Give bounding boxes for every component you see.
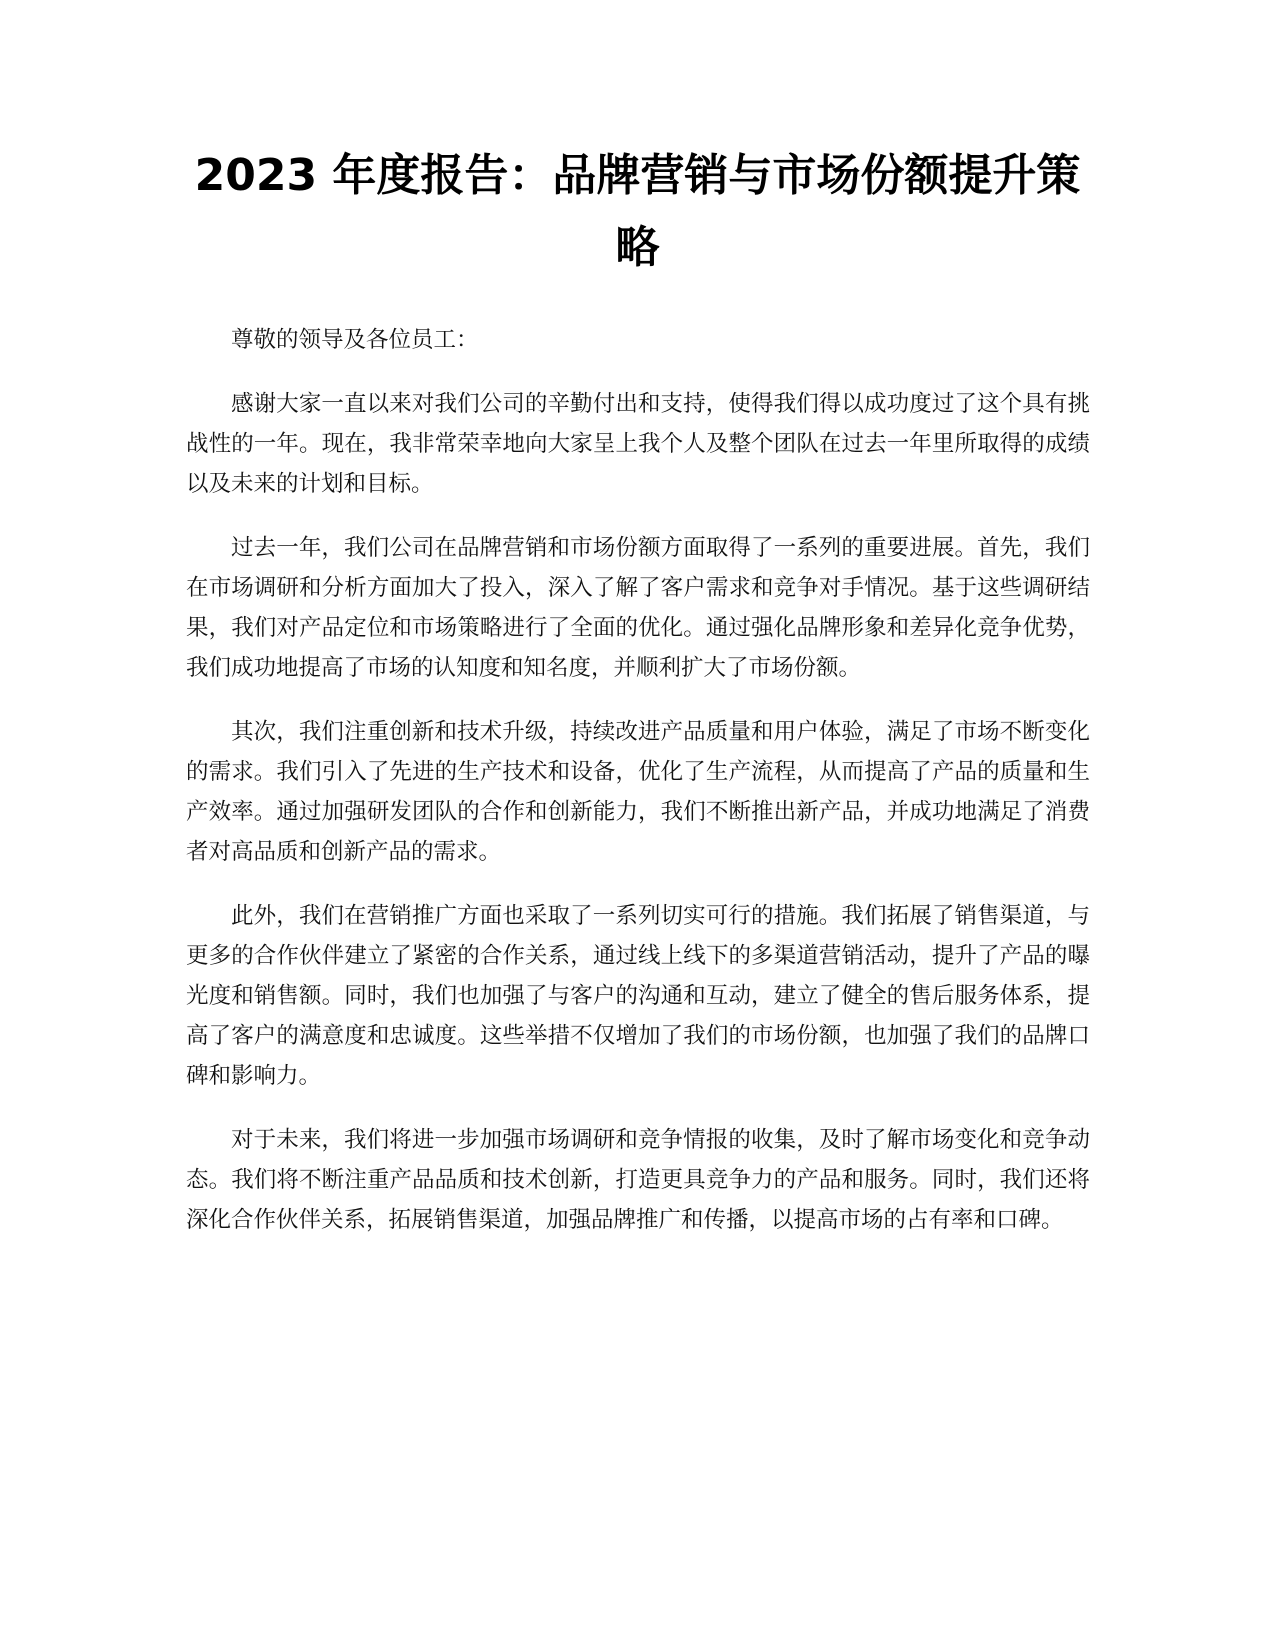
body-paragraph: 对于未来，我们将进一步加强市场调研和竞争情报的收集，及时了解市场变化和竞争动态。我们将不断注重产品品质和技术创新，打造更具竞争力的产品和服务。同时，我们还将深化合作伙伴关系，拓展销售渠道，加强品牌推广和传播，以提高市场的占有率和口碑。 (186, 1127, 1090, 1233)
body-paragraph: 其次，我们注重创新和技术升级，持续改进产品质量和用户体验，满足了市场不断变化的需求。我们引入了先进的生产技术和设备，优化了生产流程，从而提高了产品的质量和生产效率。通过加强研发团队的合作和创新能力，我们不断推出新产品，并成功地满足了消费者对高品质和创新产品的需求。 (186, 719, 1090, 865)
salutation-paragraph: 尊敬的领导及各位员工： (231, 327, 479, 353)
document-title: 2023 年度报告：品牌营销与市场份额提升策略 (194, 150, 1081, 273)
body-paragraph: 感谢大家一直以来对我们公司的辛勤付出和支持，使得我们得以成功度过了这个具有挑战性的一年。现在，我非常荣幸地向大家呈上我个人及整个团队在过去一年里所取得的成绩以及未来的计划和目标。 (186, 391, 1090, 497)
document-body (186, 320, 1090, 1264)
body-paragraph: 此外，我们在营销推广方面也采取了一系列切实可行的措施。我们拓展了销售渠道，与更多的合作伙伴建立了紧密的合作关系，通过线上线下的多渠道营销活动，提升了产品的曝光度和销售额。同时，我们也加强了与客户的沟通和互动，建立了健全的售后服务体系，提高了客户的满意度和忠诚度。这些举措不仅增加了我们的市场份额，也加强了我们的品牌口碑和影响力。 (186, 903, 1090, 1089)
body-paragraph: 过去一年，我们公司在品牌营销和市场份额方面取得了一系列的重要进展。首先，我们在市场调研和分析方面加大了投入，深入了解了客户需求和竞争对手情况。基于这些调研结果，我们对产品定位和市场策略进行了全面的优化。通过强化品牌形象和差异化竞争优势，我们成功地提高了市场的认知度和知名度，并顺利扩大了市场份额。 (186, 535, 1090, 681)
